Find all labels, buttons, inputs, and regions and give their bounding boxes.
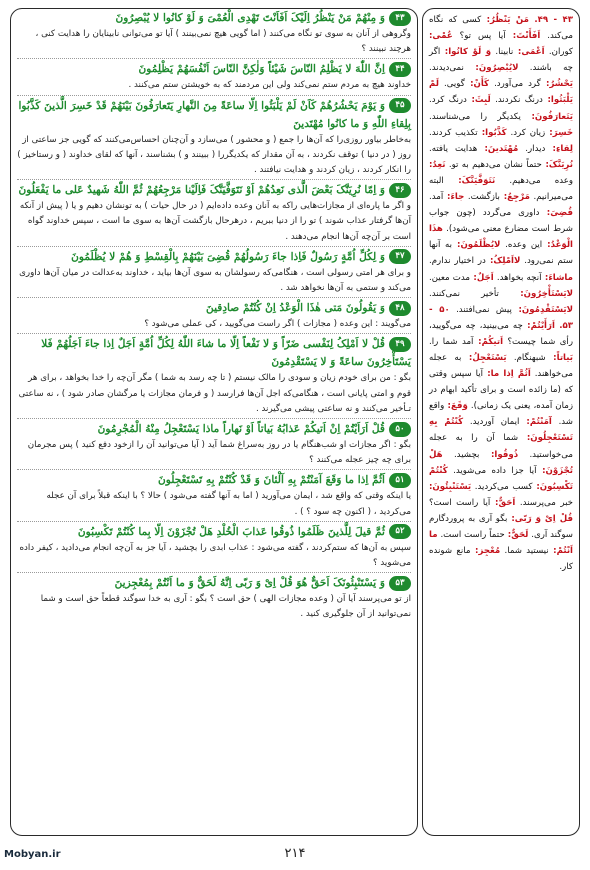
glossary-term: عُمْی: xyxy=(429,31,453,42)
glossary-meaning: آیا سپس وقتی که (ما زائده است و برای تأکید ابهام در زمان آمده، یعنی یک زمانی). xyxy=(429,369,573,412)
glossary-term: اَتیکُمْ: xyxy=(473,336,504,347)
glossary-meaning: کسب می‌کردید. xyxy=(471,481,533,492)
glossary-term: اَجَلٌ: xyxy=(470,272,494,283)
verse-divider xyxy=(17,521,411,522)
verse-block xyxy=(11,420,417,468)
glossary-term: ذُوقُوا: xyxy=(479,449,519,460)
glossary-term: لایُظْلَمُونَ: xyxy=(452,240,501,251)
verse-translation: خداوند هیچ به مردم ستم نمی‌کند ولی این مردمند که به خویشتن ستم می‌کنند . xyxy=(128,80,411,91)
verse-number-badge: ۵۳ xyxy=(389,576,411,591)
glossary-term: ۴۳ - ۴۹. xyxy=(528,15,573,25)
verse-block xyxy=(11,97,417,179)
verse-translation: سپس به آن‌ها که ستم‌کردند ، گفته می‌شود : عذاب ابدی را بچشید ، آیا جز به آن‌چه انجام می‌دادید ، کیفر داده می‌شوید ؟ xyxy=(19,542,411,569)
glossary-term: یَتَعارَفُونَ: xyxy=(520,111,573,122)
verse-arabic-text: وَ یَسْتَنْبِئُونَکَ اَحَقٌّ هُوَ قُلْ اِیْ وَ رَبّی اِنَّهُ لَحَقٌّ وَ ما اَنْتُمْ بِمُعْجِزینَ xyxy=(114,577,385,590)
glossary-term: لایَسْتَقْدِمُونَ: xyxy=(511,304,573,315)
verse-divider xyxy=(17,572,411,573)
glossary-term: آمَنْتُمْ: xyxy=(519,417,552,428)
glossary-meaning: یکدیگر را می‌شناسند. xyxy=(429,111,521,122)
glossary-meaning: ایمان آوردید. xyxy=(463,417,520,428)
verse-arabic-text: قُلْ اَرَاَیْتُمْ اِنْ اَتیکُمْ عَذابُهُ بَیاتاً اَوْ نَهاراً ماذا یَسْتَعْجِلُ مِنْهُ الْمُجْرِمُونَ xyxy=(97,423,385,436)
glossary-term: مَنْ یَنْظُرُ: xyxy=(481,15,529,25)
verse-translation: به‌خاطر بیاور روزی‌را که آن‌ها را جمع ( و محشور ) می‌سازد و آن‌چنان احساس‌می‌کنند که گویی جز ساعتی از روز ( در دنیا ) توقف نکردند ، به آن مقدار که یکدیگررا ( ببینند و ) بشناسند ، آنها که لقای خداوند ( و رستاخیز ) را انکار کردند ، زیان کردند و هدایت نیافتند . xyxy=(17,134,411,176)
verse-translation: و برای هر امتی رسولی است ، هنگامی‌که رسولشان به سوی آن‌ها بیاید ، خداوند به‌عدالت در میان آن‌ها داوری می‌کند و ستمی به آن‌ها نخواهد شد . xyxy=(19,267,411,294)
glossary-term: هذَا الْوَعْدُ: xyxy=(429,224,573,251)
verse-translation: از تو می‌پرسند آیا آن ( وعده مجازات الهی ) حق است ؟ بگو : آری به خدا سوگند قطعاً حق است و شما نمی‌توانید از آن جلوگیری کنید . xyxy=(40,594,411,620)
verse-arabic xyxy=(17,299,411,317)
glossary-meaning: نابینا. xyxy=(491,47,514,58)
glossary-meaning: گویی. xyxy=(438,79,465,90)
verse-number-badge: ۴۶ xyxy=(389,183,411,198)
glossary-term: لِقاءِ: xyxy=(545,143,573,154)
glossary-term: نُرِیَنَّکَ: xyxy=(541,159,574,170)
verses-panel xyxy=(10,8,418,836)
glossary-meaning: دیدار. xyxy=(518,143,546,154)
glossary-term: مُهْتَدینَ: xyxy=(477,143,519,154)
glossary-meaning: خبر می‌پرسند. xyxy=(515,497,573,508)
verse-divider xyxy=(17,469,411,470)
glossary-meaning: به آنها ستم نمی‌رود. xyxy=(429,240,574,267)
verse-arabic xyxy=(17,523,411,541)
verse-block xyxy=(11,574,417,622)
glossary-meaning: آمد شما را. xyxy=(429,336,474,347)
glossary-meaning: این وعده. xyxy=(500,240,543,251)
glossary-term: اَثُمَّ اِذا ما: xyxy=(483,369,531,380)
glossary-meaning: درنگ کرد. xyxy=(429,95,467,106)
glossary-meaning: آیا جزا داده می‌شوید. xyxy=(447,465,537,476)
verse-divider xyxy=(17,333,411,334)
verse-arabic xyxy=(17,420,411,438)
glossary-meaning: آنچه بخواهد. xyxy=(493,272,542,283)
verse-block xyxy=(11,471,417,519)
glossary-meaning: زیان کرد. xyxy=(506,127,546,138)
verse-divider xyxy=(17,246,411,247)
verse-arabic-text: اَثُمَّ اِذا ما وَقَعَ آمَنْتُمْ بِهِ آلْئانَ وَ قَدْ کُنْتُمْ بِهِ تَسْتَعْجِلُونَ xyxy=(157,474,385,487)
glossary-meaning: آیا پس تو؟ xyxy=(452,31,506,42)
glossary-meaning: نمی‌دیدند. xyxy=(429,63,464,74)
glossary-meaning: شبهنگام. xyxy=(506,352,546,363)
verse-arabic xyxy=(17,60,411,78)
verse-arabic-text: وَ یَوْمَ یَحْشُرُهُمْ کَاَنْ لَمْ یَلْبَثُوا اِلّا ساعَةً مِنَ النَّهارِ یَتَعارَفُونَ بَیْنَهُمْ قَدْ خَسِرَ الَّذینَ کَذَّبُوا بِلِقاءِ اللّٰهِ وَ ما کانُوا مُهْتَدینَ xyxy=(18,99,411,130)
glossary-term: لَمْ یَلْبَثُوا: xyxy=(429,79,574,106)
verse-divider xyxy=(17,297,411,298)
verse-divider xyxy=(17,58,411,59)
verse-block xyxy=(11,181,417,245)
verse-number-badge: ۴۹ xyxy=(389,337,411,352)
glossary-meaning: بچشید. xyxy=(442,449,480,460)
glossary-meaning: تأخیر نمی‌کنند. xyxy=(429,288,499,299)
verse-number-badge: ۵۱ xyxy=(389,473,411,488)
glossary-meaning: اگر چه باشند. xyxy=(429,47,573,74)
glossary-meaning: مانع شونده کار. xyxy=(429,546,573,573)
verse-translation: وگروهی از آنان به سوی تو نگاه می‌کنند ( اما گویی هیچ نمی‌بینند ) آیا تو می‌توانی نابینایان را هدایت کنی ، هرچند نبینند ؟ xyxy=(35,29,411,55)
verse-block xyxy=(11,9,417,57)
glossary-term: قُلْ اِیْ وَ رَبّی: xyxy=(507,513,573,524)
verse-divider xyxy=(17,95,411,96)
verse-number-badge: ۵۲ xyxy=(389,524,411,539)
glossary-term: کُنْتُمْ بِهِ تَسْتَعْجِلُونَ: xyxy=(429,417,574,444)
glossary-panel xyxy=(422,8,580,836)
verse-arabic xyxy=(17,248,411,266)
glossary-term: ما اَنْتُمْ: xyxy=(429,530,573,557)
glossary-meaning: کوران. xyxy=(544,47,574,58)
glossary-meaning: پیش نمی‌افتند. xyxy=(449,304,512,315)
verse-arabic xyxy=(17,471,411,489)
glossary-meaning: شما آن را به عجله می‌خواستید. xyxy=(429,433,573,460)
verse-arabic-text: وَ مِنْهُمْ مَنْ یَنْظُرُ اِلَیْکَ اَفَاَنْتَ تَهْدِی الْعُمْیَ وَ لَوْ کانُوا لا یُبْصِرُونَ xyxy=(115,12,385,24)
verse-translation: بگو : من برای خودم زیان و سودی را مالک نیستم ( تا چه رسد به شما ) مگر آن‌چه را خدا بخواهد ، برای هر قوم و امتی پایانی است ، هنگامی‌که اجل آن‌ها فرارسد ( و فرمان مجازات یا مرگشان صادر‌ شود ) ، نه ساعتی تـأخیر می‌کنند و نه ساعتی پیشی می‌گیرند . xyxy=(18,373,411,414)
glossary-term: نَعِدُ: xyxy=(429,159,446,170)
glossary-term: اَعْمَی: xyxy=(513,47,545,58)
verse-number-badge: ۴۳ xyxy=(389,11,411,26)
glossary-text xyxy=(423,9,579,575)
glossary-meaning: وعده می‌دهیم. xyxy=(495,175,573,186)
glossary-term: لااَمْلِکُ: xyxy=(485,256,521,267)
glossary-meaning: البته می‌میرانیم. xyxy=(429,175,573,203)
glossary-meaning: بازگشت. xyxy=(464,192,500,203)
glossary-term: یَحْشُرُ: xyxy=(540,79,573,90)
glossary-term: لایَسْتَأْخِرُونَ: xyxy=(498,288,573,299)
verse-arabic-text: وَ اِمّا نُرِیَنَّکَ بَعْضَ الَّذی نَعِدُهُمْ اَوْ نَتَوَفَّیَنَّکَ فَاِلَیْنا مَرْجِعُهُمْ ثُمَّ اللّٰهُ شَهیدٌ عَلی ما یَفْعَلُونَ xyxy=(18,184,385,197)
glossary-term: ۵۰ - ۵۳. xyxy=(429,304,573,331)
glossary-meaning: داوری می‌گردد (چون جواب شرط است مضارع معنی می‌شود). xyxy=(429,208,573,235)
verse-arabic xyxy=(17,574,411,592)
glossary-term: اَحَقٌّ: xyxy=(490,497,516,508)
verse-translation: و اگر ما پاره‌ای از مجازات‌هایی راکه به آنان وعده داده‌ایم ( در حال حیات ) به تونشان دهیم و یا ( پیش از آنکه آن‌ها گرفتار عذاب شوند ) تو را از دنیا ببریم ، درهرحال بازگشت آن‌ها به سوی ما است ، سپس خداوند گواه است بر آن‌چه آن‌ها انجام می‌دهند . xyxy=(19,201,411,242)
glossary-term: کُنْتُمْ تَکْسِبُونَ: xyxy=(429,465,573,492)
verse-arabic-text: ثُمَّ قیلَ لِلَّذینَ ظَلَمُوا ذُوقُوا عَذابَ الْخُلْدِ هَلْ تُجْزَوْنَ اِلّا بِما کُنْتُمْ تَکْسِبُونَ xyxy=(77,525,385,538)
glossary-meaning: بگو آری به پروردگارم سوگند آری. xyxy=(429,513,573,540)
glossary-meaning: واقع شد. xyxy=(429,401,574,428)
verse-number-badge: ۴۴ xyxy=(389,62,411,77)
verse-number-badge: ۵۰ xyxy=(389,422,411,437)
glossary-meaning: کسی که نگاه می‌کند. xyxy=(429,15,573,42)
verse-translation: بگو : اگر مجازات او شب‌هنگام یا در روز به‌سراغ شما آید ( آیا می‌توانید آن را ازخود دفع کنید ) پس مجرمان برای چه چیز عجله می‌کنند ؟ xyxy=(27,440,411,466)
glossary-term: نَتَوَفَّیَنَّکَ: xyxy=(443,175,496,186)
verse-block xyxy=(11,60,417,93)
verse-number-badge: ۴۸ xyxy=(389,301,411,316)
verse-arabic xyxy=(17,181,411,199)
verse-arabic-text: قُلْ لا اَمْلِکُ لِنَفْسی ضَرّاً وَ لا نَفْعاً اِلّا ما شاءَ اللّٰهُ لِکُلِّ اُمَّةٍ اَجَلٌ اِذا جاءَ اَجَلُهُمْ فَلا یَسْتَأْخِرُونَ ساعَةً وَ لا یَسْتَقْدِمُونَ xyxy=(41,338,411,369)
glossary-term: یَسْتَعْجِلُ: xyxy=(461,352,507,363)
verse-arabic xyxy=(17,9,411,27)
glossary-term: لَبِثَ: xyxy=(466,95,491,106)
verse-block xyxy=(11,523,417,571)
glossary-meaning: درنگ نکردند. xyxy=(490,95,543,106)
glossary-term: اَرَأَیْتُمْ: xyxy=(522,320,555,331)
glossary-meaning: گرد می‌آورد. xyxy=(489,79,541,90)
glossary-term: لَحَقٌّ: xyxy=(504,530,529,540)
glossary-meaning: مدت معین. xyxy=(429,272,470,283)
verse-translation: یا اینکه وقتی که واقع شد ، ایمان می‌آورید ( اما به‌ آنها گفته می‌شود ) حالا ؟ با اینکه قبلاً برای آن عجله می‌کردید ، ( اکنون چه سود ؟ ) . xyxy=(46,491,411,517)
verse-translation: می‌گویند : این وعده ( مجازات ) اگر راست می‌گویید ، کی عملی می‌شود ؟ xyxy=(144,319,411,330)
verse-arabic-text: وَ لِکُلِّ اُمَّةٍ رَسُولٌ فَاِذا جاءَ رَسُولُهُمْ قُضِیَ بَیْنَهُمْ بِالْقِسْطِ وَ هُمْ لا یُظْلَمُونَ xyxy=(71,250,385,263)
glossary-term: ماشاءَ: xyxy=(541,272,573,283)
glossary-meaning: در اختیار ندارم. xyxy=(429,256,486,267)
glossary-term: مَرْجِعُ: xyxy=(499,192,530,203)
verse-list xyxy=(11,9,417,623)
verse-divider xyxy=(17,179,411,180)
glossary-term: لایُبْصِرُونَ: xyxy=(463,63,519,74)
verse-block xyxy=(11,248,417,296)
glossary-term: یَسْتَنْبِئُونَ: xyxy=(429,481,472,492)
glossary-meaning: چه می‌بینید، چه می‌گویید، رأی شما چیست؟ xyxy=(429,320,573,347)
glossary-meaning: تکذیب کردند. xyxy=(429,127,478,138)
glossary-term: قُضِیَ: xyxy=(539,208,573,219)
glossary-term: هَلْ تُجْزَوْنَ: xyxy=(429,449,574,476)
glossary-meaning: حتماً نشان می‌دهیم به تو. xyxy=(445,159,542,170)
glossary-meaning: آیا راست است؟ xyxy=(429,497,491,508)
glossary-meaning: حتماً راست است. xyxy=(437,530,505,540)
glossary-term: کَذَّبُوا: xyxy=(477,127,507,138)
glossary-term: جاءَ: xyxy=(443,192,465,203)
site-watermark: Mobyan.ir xyxy=(4,849,61,860)
verse-arabic-text: اِنَّ اللّٰهَ لا یَظْلِمُ النّاسَ شَیْئاً وَلٰکِنَّ النّاسَ اَنْفُسَهُمْ یَظْلِمُونَ xyxy=(138,63,385,76)
glossary-meaning: آمد. xyxy=(429,192,444,203)
glossary-term: خَسِرَ: xyxy=(545,127,574,138)
verse-number-badge: ۴۷ xyxy=(389,249,411,264)
verse-arabic-text: وَ یَقُولُونَ مَتی هٰذَا الْوَعْدُ اِنْ کُنْتُمْ صادِقینَ xyxy=(206,302,385,315)
glossary-term: کَأَنْ: xyxy=(464,79,490,90)
glossary-meaning: به عجله می‌خواهند. xyxy=(429,352,573,380)
verse-number-badge: ۴۵ xyxy=(389,98,411,113)
verse-arabic xyxy=(17,335,411,371)
page-number: ۲۱۴ xyxy=(284,846,306,861)
glossary-term: اَفَأَنْتَ: xyxy=(505,31,541,42)
verse-block xyxy=(11,335,417,417)
glossary-meaning: هدایت یافته. xyxy=(429,143,478,154)
glossary-meaning: نیستید شما. xyxy=(500,546,549,557)
glossary-term: وَ لَوْ کانُوا: xyxy=(440,47,492,58)
verse-arabic xyxy=(17,97,411,133)
verse-divider xyxy=(17,418,411,419)
glossary-term: بَیاتاً: xyxy=(545,352,574,363)
glossary-term: مُعْجِز: xyxy=(470,546,501,557)
verse-block xyxy=(11,299,417,332)
glossary-term: وَقَعَ: xyxy=(444,401,468,412)
